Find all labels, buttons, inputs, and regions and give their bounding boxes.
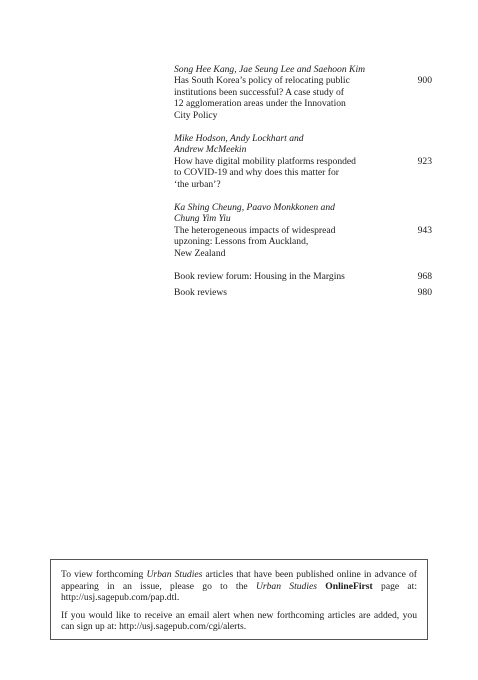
toc-title-line: How have digital mobility platforms responded: [174, 155, 356, 167]
toc-title-line: The heterogeneous impacts of widespread: [174, 224, 336, 236]
journal-name: Urban Studies: [255, 580, 317, 592]
toc-title-line: City Policy: [174, 109, 218, 121]
notice-paragraph: If you would like to receive an email alert when new forthcoming articles are added, you can sign up at: http://usj.sagepub.com/cgi/alerts.: [61, 609, 417, 632]
toc-title-line: to COVID-19 and why does this matter for: [174, 167, 339, 179]
toc-entry: [174, 64, 432, 121]
toc-page-number: 980: [417, 286, 432, 298]
toc-authors-line: Mike Hodson, Andy Lockhart and: [174, 133, 304, 145]
toc-page-number: 923: [417, 155, 432, 167]
toc-entry: [174, 271, 432, 282]
toc-title: [174, 225, 370, 259]
toc-authors: Song Hee Kang, Jae Seung Lee and Saehoon Kim: [174, 64, 366, 75]
toc-title: Book review forum: Housing in the Margins: [174, 271, 345, 283]
toc-title: Book reviews: [174, 286, 228, 298]
online-first-label: OnlineFirst: [325, 580, 373, 592]
toc-authors: [174, 133, 432, 156]
toc-entry: [174, 202, 432, 259]
toc-title-line: ‘the urban’?: [174, 178, 221, 190]
toc-title: [174, 75, 370, 121]
toc-page-number: 900: [417, 75, 432, 87]
toc-page-number: 968: [417, 271, 432, 283]
toc-entry: [174, 133, 432, 190]
toc-authors-line: Ka Shing Cheung, Paavo Monkkonen and: [174, 202, 335, 214]
toc-title-line: Has South Korea’s policy of relocating public: [174, 75, 350, 87]
toc-authors-line: Chung Yim Yiu: [174, 213, 231, 225]
toc-authors-line: Andrew McMeekin: [174, 144, 247, 156]
notice-paragraph: To view forthcoming Urban Studies articles that have been published online in advance of appearing in an issue, please go to the Urban Studies OnlineFirst page at: http://usj.sagepub.com/pap.dtl.: [61, 569, 417, 603]
toc-title: [174, 156, 370, 190]
toc-title-line: institutions been successful? A case study of: [174, 86, 344, 98]
toc-authors: [174, 202, 432, 225]
toc-title-line: upzoning: Lessons from Auckland,: [174, 236, 309, 248]
toc-title-line: New Zealand: [174, 247, 226, 259]
online-first-notice: [50, 559, 428, 640]
toc-title-line: 12 agglomeration areas under the Innovation: [174, 98, 346, 110]
table-of-contents: [174, 64, 432, 310]
journal-name: Urban Studies: [146, 569, 203, 580]
toc-page-number: 943: [417, 224, 432, 236]
toc-entry: [174, 287, 432, 298]
